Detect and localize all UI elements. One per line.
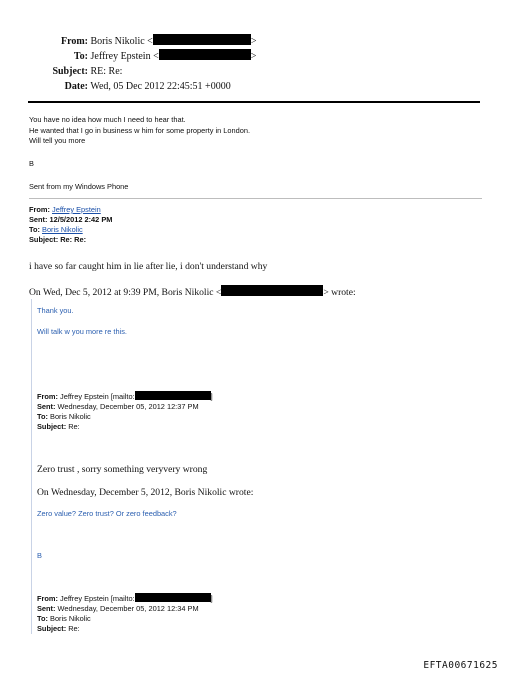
quoted-header: [37, 391, 213, 432]
quoted-question: Zero value? Zero trust? Or zero feedback?: [37, 509, 177, 518]
on-wrote-end: > wrote:: [323, 287, 356, 298]
quoted-subject-label: Subject:: [37, 422, 67, 431]
header-subject-label: Subject:: [52, 66, 88, 77]
quoted-line: Thank you.: [37, 306, 74, 315]
reply-subject-label: Subject:: [29, 235, 59, 244]
redaction-box: [135, 391, 211, 400]
reply-sent-value: 12/5/2012 2:42 PM: [49, 215, 113, 224]
quoted-signature: B: [37, 551, 42, 560]
quoted-to-label: To:: [37, 412, 48, 421]
quoted-from-label: From:: [37, 392, 58, 401]
header-date-label: Date:: [64, 81, 88, 92]
quote-bar: [31, 299, 32, 634]
quoted-body: Zero trust , sorry something veryvery wrong: [37, 464, 208, 475]
quoted2-sent-value: Wednesday, December 05, 2012 12:34 PM: [57, 604, 199, 613]
header-date-value: Wed, 05 Dec 2012 22:45:51 +0000: [90, 81, 231, 92]
body-line: He wanted that I go in business w him for some property in London.: [29, 125, 251, 135]
reply-subject-value: Re: Re:: [60, 235, 87, 244]
on-wrote-line: [29, 285, 356, 298]
email-header: [40, 34, 256, 94]
header-to-label: To:: [73, 51, 88, 62]
redaction-box: [135, 593, 211, 602]
header-from-value: Boris Nikolic <: [90, 36, 153, 47]
header-subject-value: RE: Re:: [90, 66, 123, 77]
quoted2-sent-label: Sent:: [37, 604, 56, 613]
reply-sent-label: Sent:: [29, 215, 48, 224]
redaction-box: [221, 285, 323, 296]
redaction-box: [153, 34, 251, 45]
body-line: Will tell you more: [29, 136, 86, 145]
reply-from-label: From:: [29, 205, 50, 214]
reply-from-link[interactable]: Jeffrey Epstein: [52, 205, 101, 214]
reply-body: i have so far caught him in lie after lie, i don't understand why: [29, 261, 268, 272]
header-from-row: [40, 34, 256, 49]
quoted-from-end: ]: [210, 392, 213, 401]
header-subject-row: [40, 64, 256, 79]
reply-header: [29, 205, 112, 245]
redaction-box: [159, 49, 251, 60]
quoted2-from-end: ]: [210, 594, 213, 603]
header-to-end: >: [250, 51, 257, 62]
header-divider: [28, 101, 480, 103]
signature: B: [29, 159, 34, 168]
header-from-end: >: [250, 36, 257, 47]
quoted2-to-value: Boris Nikolic: [50, 614, 91, 623]
header-from-label: From:: [60, 36, 88, 47]
quoted2-subject-label: Subject:: [37, 624, 67, 633]
quoted-from-value: Jeffrey Epstein [mailto:: [60, 392, 135, 401]
header-to-value: Jeffrey Epstein <: [90, 51, 159, 62]
message-separator: [29, 198, 482, 199]
sent-from-line: Sent from my Windows Phone: [29, 182, 129, 191]
quoted-to-value: Boris Nikolic: [50, 412, 91, 421]
quoted-line: Will talk w you more re this.: [37, 327, 127, 336]
on-wrote-text: On Wed, Dec 5, 2012 at 9:39 PM, Boris Nikolic <: [29, 287, 222, 298]
body-line: You have no idea how much I need to hear that.: [29, 115, 186, 124]
quoted2-to-label: To:: [37, 614, 48, 623]
quoted2-from-value: Jeffrey Epstein [mailto:: [60, 594, 135, 603]
quoted2-subject-value: Re:: [68, 624, 80, 633]
reply-to-label: To:: [29, 225, 40, 234]
header-to-row: [40, 49, 256, 64]
reply-to-link[interactable]: Boris Nikolic: [42, 225, 83, 234]
quoted-subject-value: Re:: [68, 422, 80, 431]
quoted2-from-label: From:: [37, 594, 58, 603]
bates-number: EFTA00671625: [423, 660, 498, 671]
quoted-sent-value: Wednesday, December 05, 2012 12:37 PM: [57, 402, 199, 411]
message-body: [29, 115, 250, 147]
quoted-header-2: [37, 593, 213, 634]
quoted-sent-label: Sent:: [37, 402, 56, 411]
header-date-row: [40, 79, 256, 94]
quoted-on-wrote: On Wednesday, December 5, 2012, Boris Nikolic wrote:: [37, 487, 254, 498]
